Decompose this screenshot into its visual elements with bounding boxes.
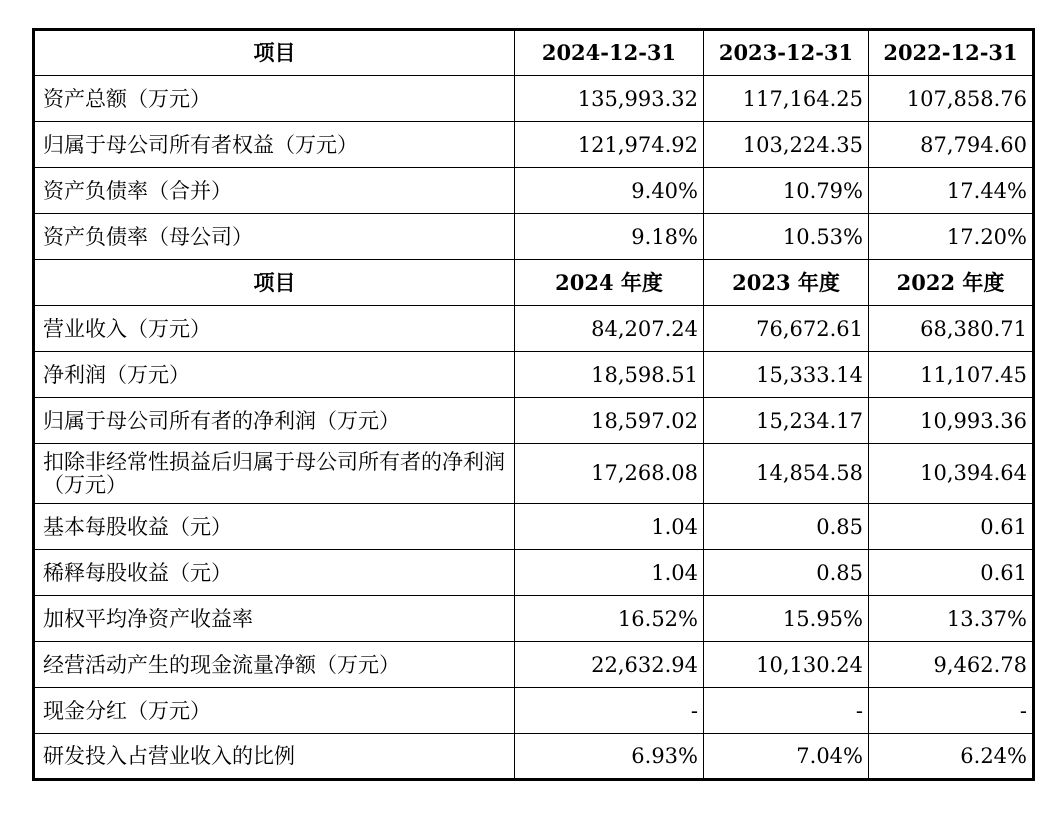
header-2023: 2023 年度 — [704, 260, 869, 306]
cell-value: 6.93% — [515, 734, 704, 780]
cell-value: 0.61 — [869, 504, 1034, 550]
cell-value: 17,268.08 — [515, 444, 704, 504]
cell-value: 103,224.35 — [704, 122, 869, 168]
cell-value: 135,993.32 — [515, 76, 704, 122]
table-row — [34, 642, 1034, 688]
cell-value: 84,207.24 — [515, 306, 704, 352]
cell-value: 0.61 — [869, 550, 1034, 596]
cell-value: 1.04 — [515, 550, 704, 596]
cell-value: 10.79% — [704, 168, 869, 214]
header-2023-12-31: 2023-12-31 — [704, 30, 869, 76]
income-header-row — [34, 260, 1034, 306]
cell-value: 18,597.02 — [515, 398, 704, 444]
cell-value: 0.85 — [704, 504, 869, 550]
row-label: 净利润（万元） — [34, 352, 515, 398]
cell-value: - — [869, 688, 1034, 734]
cell-value: 0.85 — [704, 550, 869, 596]
cell-value: 10,130.24 — [704, 642, 869, 688]
row-label: 归属于母公司所有者权益（万元） — [34, 122, 515, 168]
cell-value: 14,854.58 — [704, 444, 869, 504]
cell-value: 15,333.14 — [704, 352, 869, 398]
table-row — [34, 550, 1034, 596]
cell-value: 7.04% — [704, 734, 869, 780]
row-label: 稀释每股收益（元） — [34, 550, 515, 596]
cell-value: 15.95% — [704, 596, 869, 642]
row-label: 基本每股收益（元） — [34, 504, 515, 550]
cell-value: 18,598.51 — [515, 352, 704, 398]
cell-value: 10,993.36 — [869, 398, 1034, 444]
table-row — [34, 444, 1034, 504]
cell-value: 17.20% — [869, 214, 1034, 260]
table-row — [34, 596, 1034, 642]
row-label: 现金分红（万元） — [34, 688, 515, 734]
header-2022: 2022 年度 — [869, 260, 1034, 306]
cell-value: 13.37% — [869, 596, 1034, 642]
row-label: 归属于母公司所有者的净利润（万元） — [34, 398, 515, 444]
cell-value: 121,974.92 — [515, 122, 704, 168]
header-item: 项目 — [34, 30, 515, 76]
table-row — [34, 688, 1034, 734]
cell-value: 9,462.78 — [869, 642, 1034, 688]
header-2024: 2024 年度 — [515, 260, 704, 306]
cell-value: 10,394.64 — [869, 444, 1034, 504]
cell-value: 10.53% — [704, 214, 869, 260]
row-label: 扣除非经常性损益后归属于母公司所有者的净利润（万元） — [34, 444, 515, 504]
cell-value: 1.04 — [515, 504, 704, 550]
cell-value: 107,858.76 — [869, 76, 1034, 122]
cell-value: 16.52% — [515, 596, 704, 642]
cell-value: 9.40% — [515, 168, 704, 214]
table-row — [34, 734, 1034, 780]
cell-value: 6.24% — [869, 734, 1034, 780]
header-2024-12-31: 2024-12-31 — [515, 30, 704, 76]
cell-value: 87,794.60 — [869, 122, 1034, 168]
row-label: 经营活动产生的现金流量净额（万元） — [34, 642, 515, 688]
table-row — [34, 122, 1034, 168]
table-row — [34, 306, 1034, 352]
header-item: 项目 — [34, 260, 515, 306]
row-label: 营业收入（万元） — [34, 306, 515, 352]
table-row — [34, 168, 1034, 214]
cell-value: 76,672.61 — [704, 306, 869, 352]
header-2022-12-31: 2022-12-31 — [869, 30, 1034, 76]
table-row — [34, 398, 1034, 444]
table-row — [34, 352, 1034, 398]
row-label: 资产负债率（合并） — [34, 168, 515, 214]
financial-data-table — [32, 28, 1035, 781]
row-label: 研发投入占营业收入的比例 — [34, 734, 515, 780]
cell-value: 17.44% — [869, 168, 1034, 214]
cell-value: 11,107.45 — [869, 352, 1034, 398]
balance-header-row — [34, 30, 1034, 76]
row-label: 加权平均净资产收益率 — [34, 596, 515, 642]
cell-value: - — [704, 688, 869, 734]
row-label: 资产负债率（母公司） — [34, 214, 515, 260]
row-label: 资产总额（万元） — [34, 76, 515, 122]
cell-value: 22,632.94 — [515, 642, 704, 688]
cell-value: 9.18% — [515, 214, 704, 260]
table-row — [34, 504, 1034, 550]
cell-value: 117,164.25 — [704, 76, 869, 122]
table-row — [34, 214, 1034, 260]
cell-value: 68,380.71 — [869, 306, 1034, 352]
cell-value: 15,234.17 — [704, 398, 869, 444]
cell-value: - — [515, 688, 704, 734]
table-row — [34, 76, 1034, 122]
